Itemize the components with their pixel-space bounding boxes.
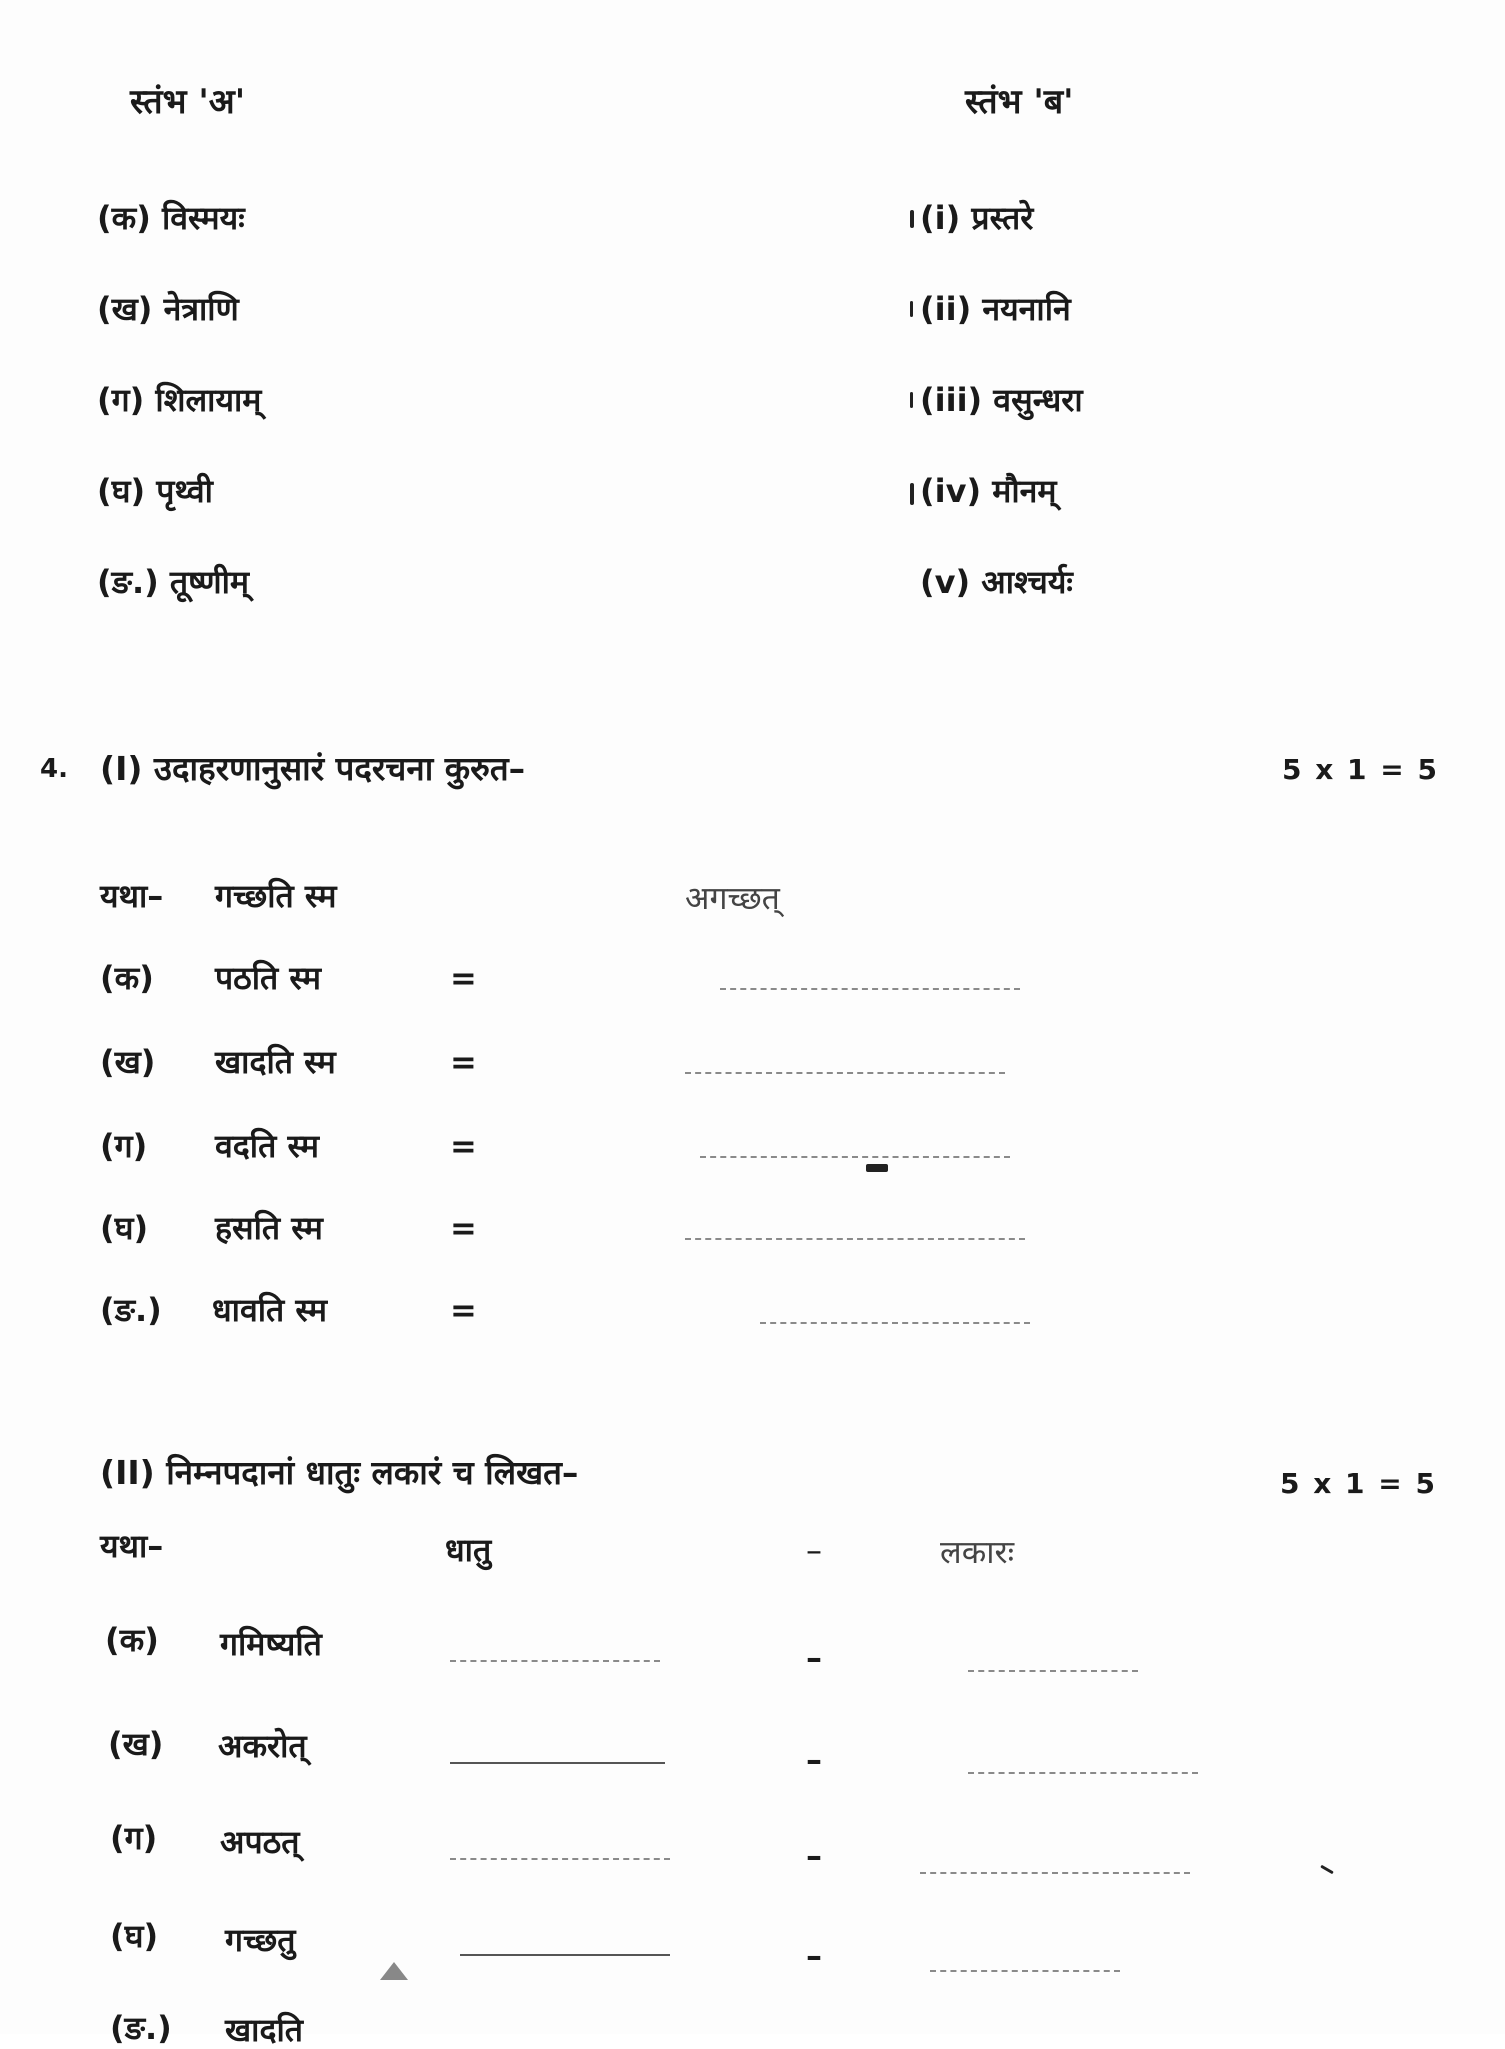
example-label: यथा– — [100, 1527, 164, 1565]
answer-blank[interactable] — [700, 1156, 1010, 1158]
tick-mark — [910, 210, 914, 228]
match-right-item: (iv) मौनम् — [920, 472, 1057, 510]
equals-sign: = — [450, 1291, 477, 1329]
dhatu-blank[interactable] — [450, 1660, 660, 1662]
lakar-blank[interactable] — [968, 1772, 1198, 1774]
match-right-item: (v) आश्चर्यः — [920, 563, 1073, 601]
answer-blank[interactable] — [760, 1322, 1030, 1324]
item-label: (क) — [100, 959, 154, 997]
item-label: (ग) — [100, 1127, 148, 1165]
tick-mark — [910, 301, 913, 317]
q4-part2-marks: 5 x 1 = 5 — [1280, 1467, 1437, 1500]
item-word: वदति स्म — [215, 1127, 320, 1165]
item-word: धावति स्म — [212, 1291, 328, 1329]
equals-sign: = — [450, 959, 477, 997]
item-word: पठति स्म — [215, 959, 322, 997]
column-dhatu-header: धातु — [445, 1531, 492, 1569]
item-word: अकरोत् — [218, 1727, 307, 1765]
question-number: 4. — [40, 754, 68, 784]
item-label: (ख) — [100, 1043, 156, 1081]
ink-mark — [866, 1164, 888, 1172]
item-word: गमिष्यति — [220, 1625, 322, 1663]
column-lakar-header: लकारः — [940, 1533, 1015, 1571]
match-right-item: (ii) नयनानि — [920, 290, 1071, 328]
item-label: (घ) — [100, 1209, 149, 1247]
q4-part2-title: (II) निम्नपदानां धातुः लकारं च लिखत– — [100, 1453, 579, 1492]
ink-mark — [1320, 1865, 1334, 1875]
item-word: अपठत् — [220, 1823, 300, 1861]
answer-blank[interactable] — [685, 1238, 1025, 1240]
q4-part1-title: (I) उदाहरणानुसारं पदरचना कुरुत– — [100, 749, 526, 788]
dhatu-blank[interactable] — [450, 1762, 665, 1764]
example-answer: अगच्छत् — [685, 879, 780, 917]
item-label: (क) — [105, 1621, 159, 1659]
equals-sign: = — [450, 1043, 477, 1081]
lakar-blank[interactable] — [930, 1970, 1120, 1972]
match-left-item: (घ) पृथ्वी — [97, 472, 213, 510]
equals-sign: = — [450, 1127, 477, 1165]
match-left-item: (ग) शिलायाम् — [97, 381, 262, 419]
equals-sign: = — [450, 1209, 477, 1247]
dash: – — [806, 1639, 822, 1677]
dash: – — [806, 1937, 822, 1975]
scroll-up-icon[interactable] — [380, 1962, 408, 1980]
item-label: (ख) — [108, 1725, 164, 1763]
match-left-item: (ङ.) तूष्णीम् — [97, 563, 250, 601]
answer-blank[interactable] — [685, 1072, 1005, 1074]
lakar-blank[interactable] — [968, 1670, 1138, 1672]
item-label: (घ) — [110, 1917, 159, 1955]
match-left-item: (क) विस्मयः — [97, 199, 245, 237]
item-label: (ग) — [110, 1819, 158, 1857]
lakar-blank[interactable] — [920, 1872, 1190, 1874]
column-b-header: स्तंभ 'ब' — [965, 82, 1074, 122]
item-label: (ङ.) — [110, 2009, 172, 2047]
item-label: (ङ.) — [100, 1291, 162, 1329]
tick-mark — [910, 392, 913, 408]
answer-blank[interactable] — [720, 988, 1020, 990]
item-word: गच्छतु — [225, 1921, 296, 1959]
dhatu-blank[interactable] — [460, 1954, 670, 1956]
item-word: खादति — [225, 2011, 303, 2049]
dhatu-blank[interactable] — [450, 1858, 670, 1860]
match-right-item: (i) प्रस्तरे — [920, 199, 1034, 237]
item-word: खादति स्म — [215, 1043, 336, 1081]
q4-part1-marks: 5 x 1 = 5 — [1282, 753, 1439, 786]
match-left-item: (ख) नेत्राणि — [97, 290, 239, 328]
dash: – — [806, 1837, 822, 1875]
tick-mark — [910, 483, 914, 505]
item-word: हसति स्म — [215, 1209, 323, 1247]
match-right-item: (iii) वसुन्धरा — [920, 381, 1083, 419]
dash: – — [806, 1741, 822, 1779]
column-a-header: स्तंभ 'अ' — [130, 82, 246, 122]
example-word: गच्छति स्म — [215, 877, 337, 915]
dash: – — [806, 1531, 822, 1569]
example-label: यथा– — [100, 877, 164, 915]
